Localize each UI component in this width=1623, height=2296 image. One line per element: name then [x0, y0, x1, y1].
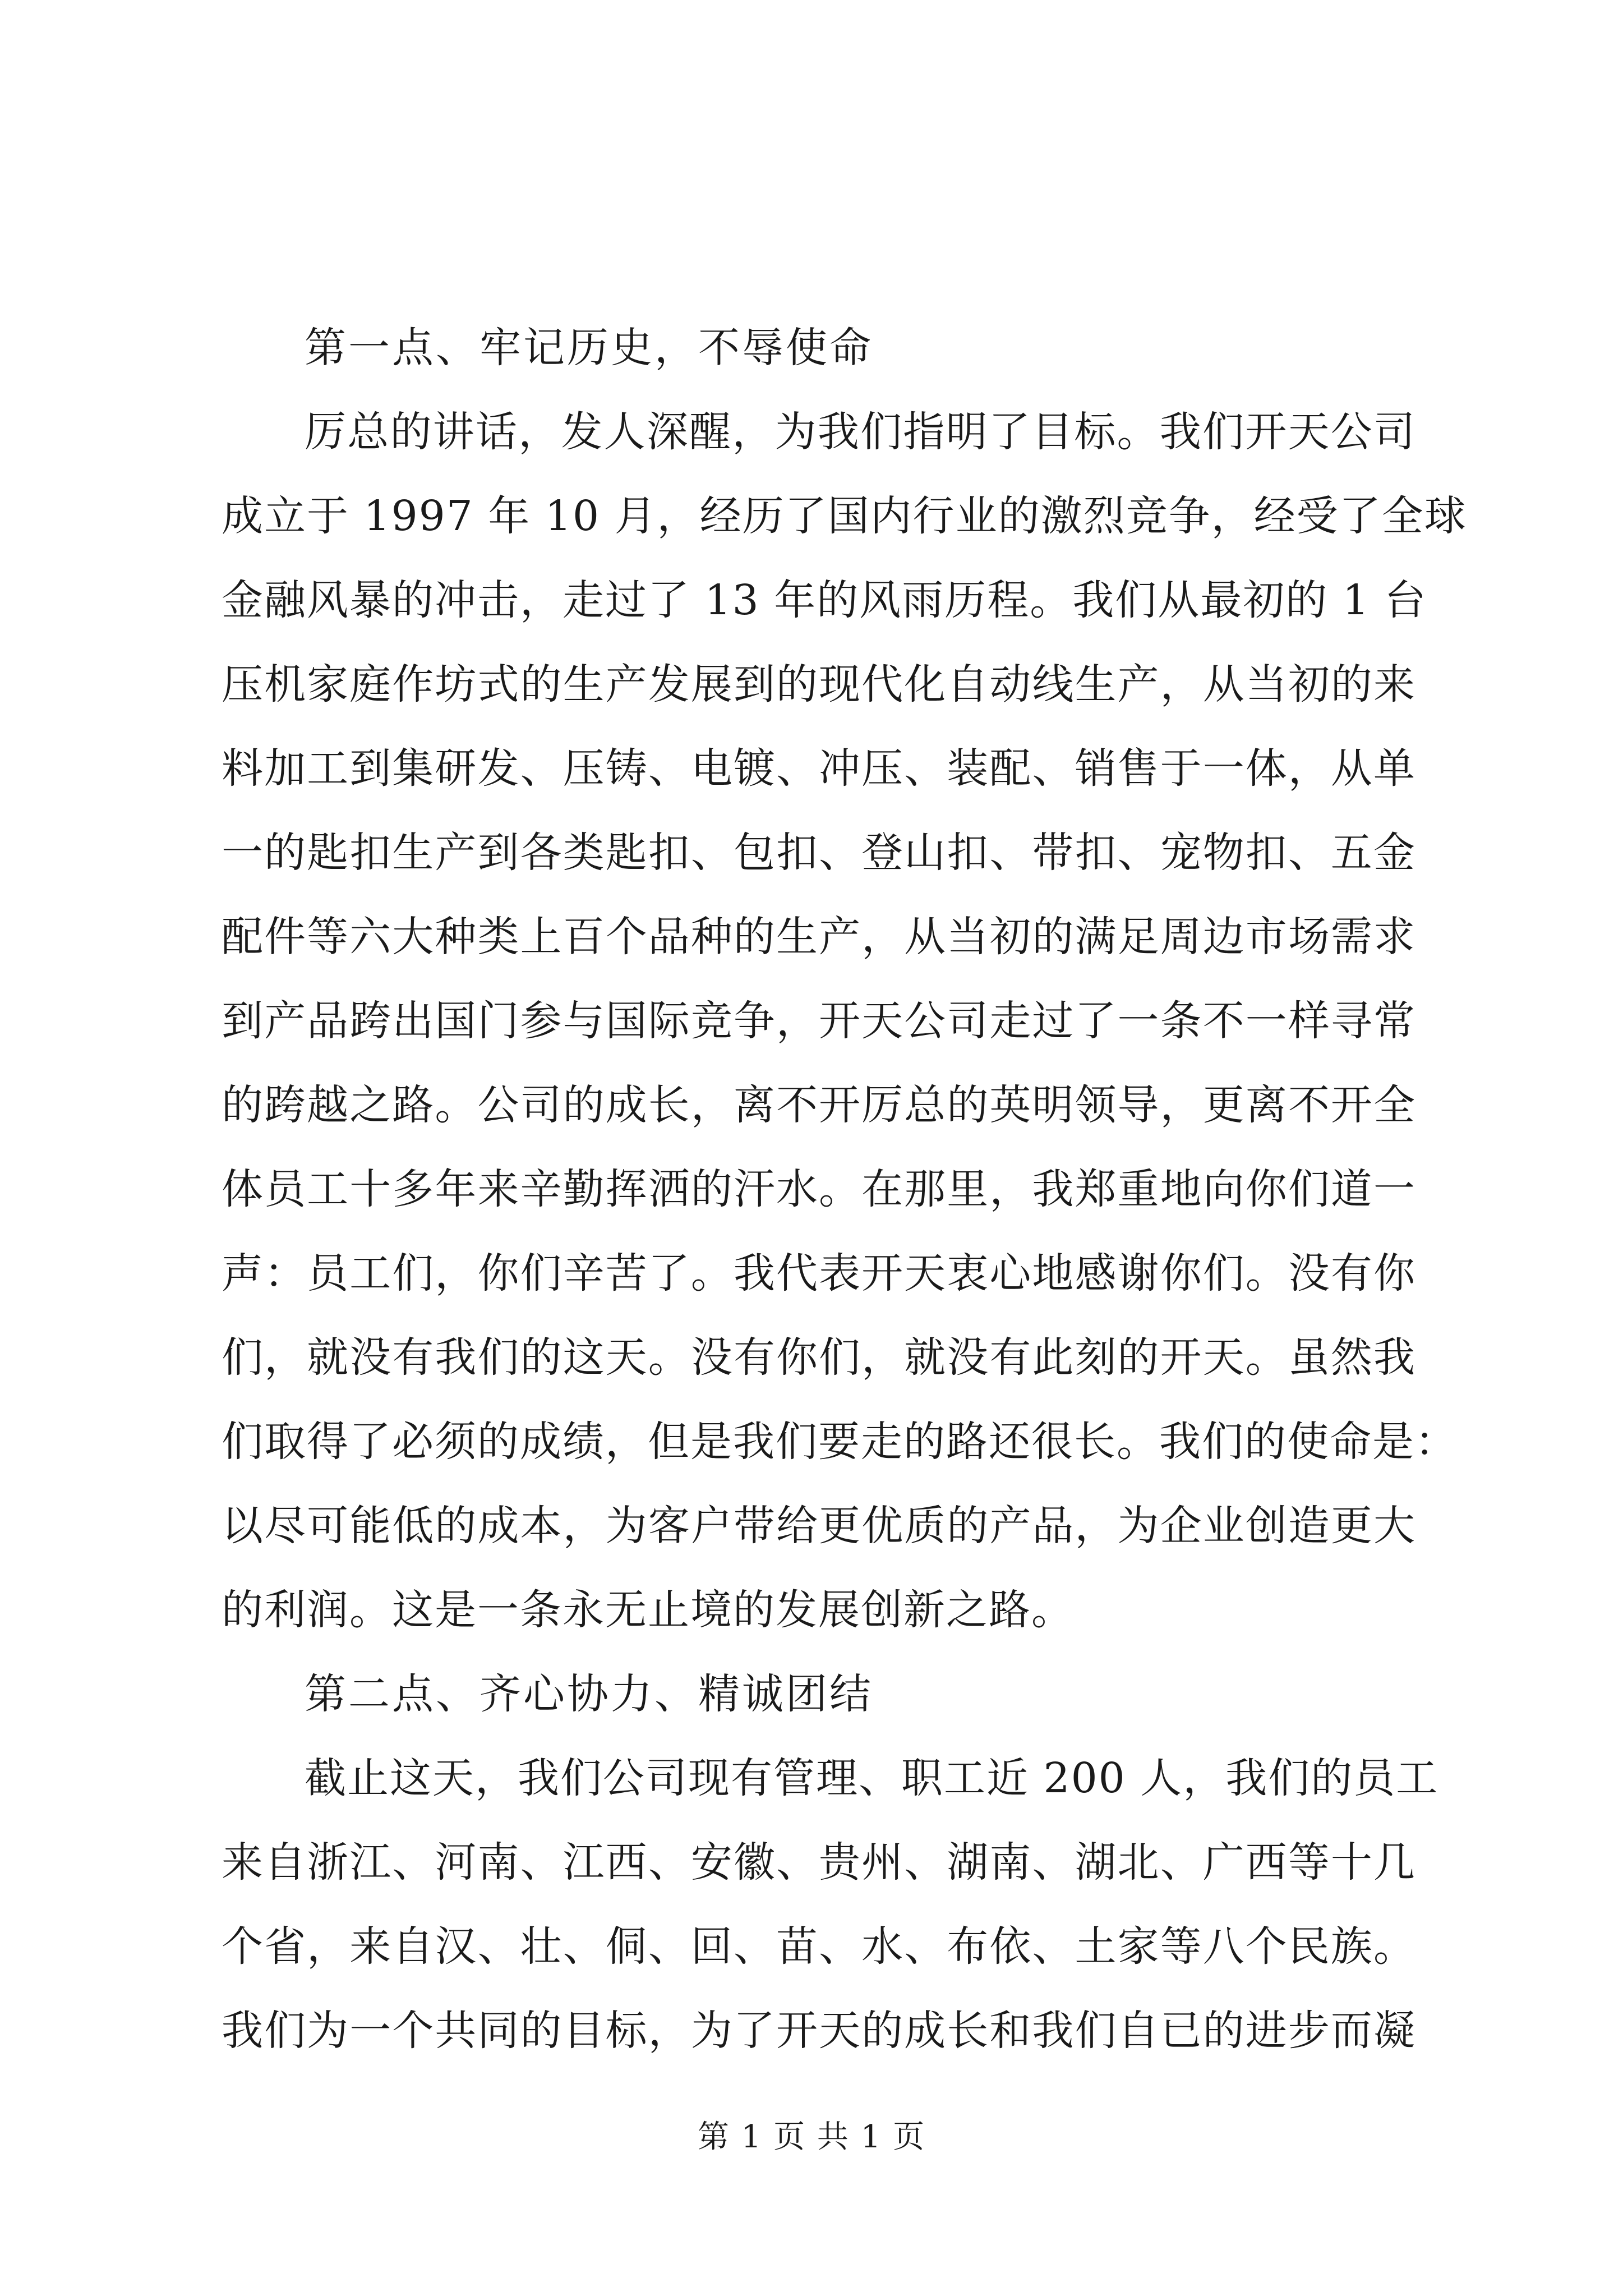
paragraph-line: 体员工十多年来辛勤挥洒的汗水。在那里，我郑重地向你们道一 — [222, 1165, 1416, 1213]
section-heading-1: 第一点、牢记历史，不辱使命 — [305, 324, 873, 372]
paragraph-line: 截止这天，我们公司现有管理、职工近 200 人，我们的员工 — [305, 1754, 1439, 1802]
paragraph-line: 我们为一个共同的目标，为了开天的成长和我们自已的进步而凝 — [222, 2007, 1416, 2055]
paragraph-line: 厉总的讲话，发人深醒，为我们指明了目标。我们开天公司 — [305, 408, 1416, 456]
paragraph-1 — [222, 390, 1467, 1652]
paragraph-line: 们取得了必须的成绩，但是我们要走的路还很长。我们的使命是： — [222, 1418, 1458, 1466]
paragraph-line: 的利润。这是一条永无止境的发展创新之路。 — [222, 1586, 1074, 1634]
document-body — [222, 306, 1467, 2073]
paragraph-2 — [222, 1736, 1439, 2073]
paragraph-line: 到产品跨出国门参与国际竞争，开天公司走过了一条不一样寻常 — [222, 997, 1416, 1045]
paragraph-line: 的跨越之路。公司的成长，离不开厉总的英明领导，更离不开全 — [222, 1081, 1416, 1129]
page-footer: 第 1 页 共 1 页 — [697, 2119, 926, 2155]
paragraph-line: 成立于 1997 年 10 月，经历了国内行业的激烈竞争，经受了全球 — [222, 492, 1467, 540]
paragraph-line: 来自浙江、河南、江西、安徽、贵州、湖南、湖北、广西等十几 — [222, 1838, 1416, 1887]
paragraph-line: 们，就没有我们的这天。没有你们，就没有此刻的开天。虽然我 — [222, 1333, 1416, 1382]
paragraph-line: 个省，来自汉、壮、侗、回、苗、水、布依、土家等八个民族。 — [222, 1922, 1416, 1971]
paragraph-line: 金融风暴的冲击，走过了 13 年的风雨历程。我们从最初的 1 台 — [222, 576, 1427, 624]
paragraph-line: 配件等六大种类上百个品种的生产，从当初的满足周边市场需求 — [222, 913, 1416, 961]
paragraph-line: 声：员工们，你们辛苦了。我代表开天衷心地感谢你们。没有你 — [222, 1249, 1416, 1297]
paragraph-line: 压机家庭作坊式的生产发展到的现代化自动线生产，从当初的来 — [222, 660, 1416, 708]
paragraph-line: 料加工到集研发、压铸、电镀、冲压、装配、销售于一体，从单 — [222, 744, 1416, 793]
paragraph-line: 以尽可能低的成本，为客户带给更优质的产品，为企业创造更大 — [222, 1502, 1416, 1550]
paragraph-line: 一的匙扣生产到各类匙扣、包扣、登山扣、带扣、宠物扣、五金 — [222, 829, 1416, 877]
section-heading-2: 第二点、齐心协力、精诚团结 — [305, 1670, 873, 1718]
